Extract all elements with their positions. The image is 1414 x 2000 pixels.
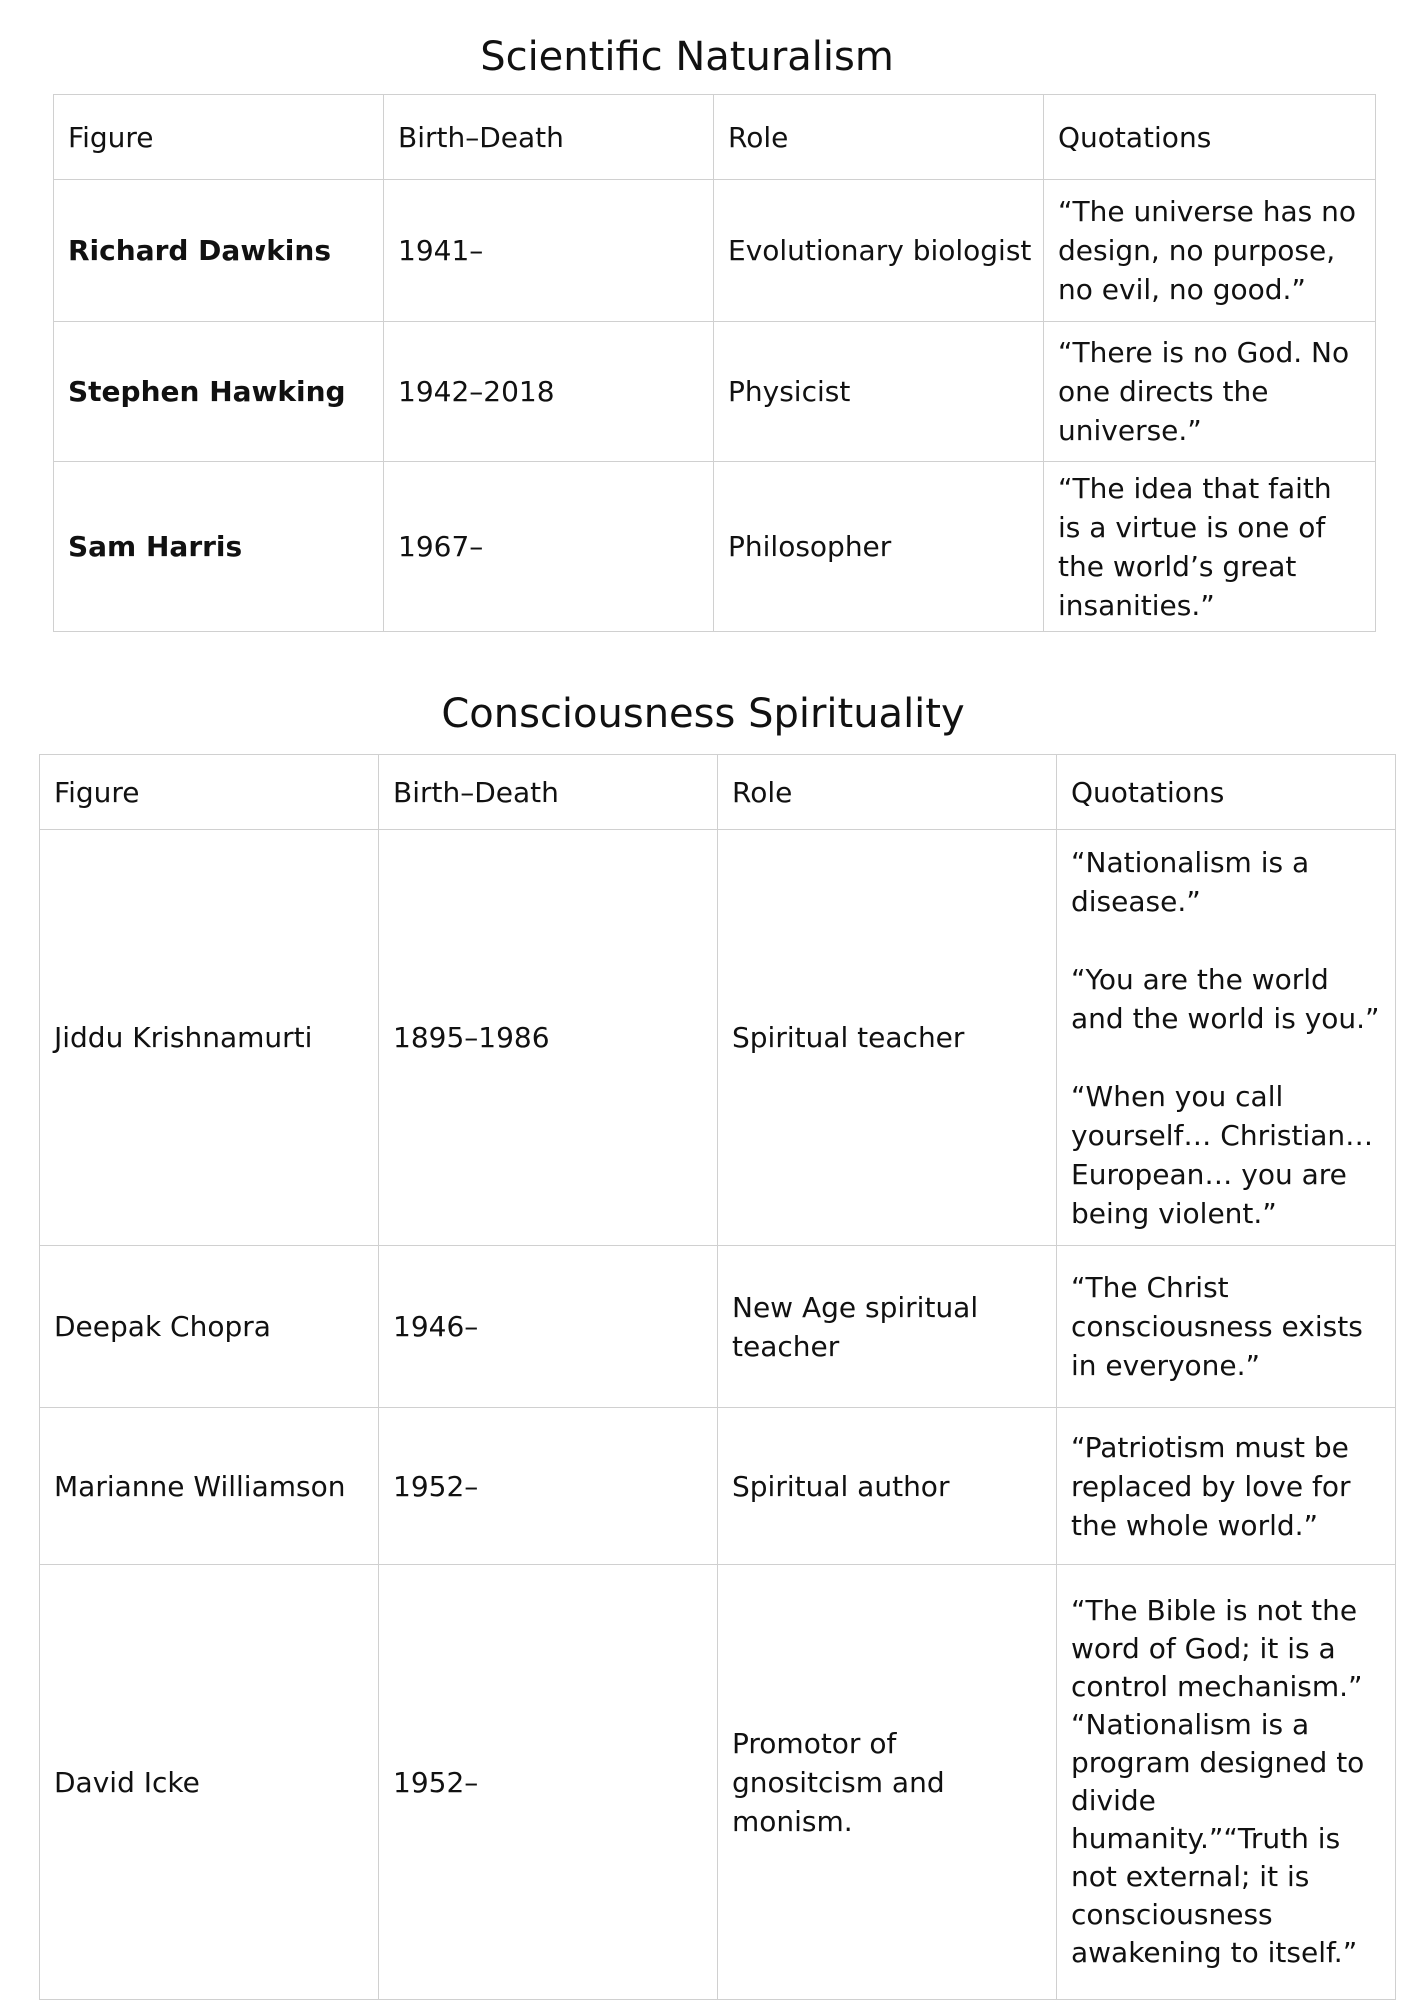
figure-name: David Icke <box>40 1565 379 2000</box>
figure-name: Deepak Chopra <box>40 1246 379 1408</box>
table-header-row <box>54 95 1376 180</box>
figure-name: Sam Harris <box>54 462 384 632</box>
birth-death: 1967– <box>384 462 714 632</box>
table-title-consciousness-spirituality: Consciousness Spirituality <box>441 691 965 737</box>
role: Philosopher <box>714 462 1044 632</box>
birth-death: 1952– <box>379 1565 718 2000</box>
table-row <box>54 180 1376 322</box>
table-row <box>40 1408 1396 1565</box>
quote: “When you call yourself… Christian… European… you are being violent.” <box>1071 1079 1374 1230</box>
quotations <box>1044 180 1376 322</box>
header-quotations: Quotations <box>1044 95 1376 180</box>
quotations <box>1057 1565 1396 2000</box>
figure-name: Marianne Williamson <box>40 1408 379 1565</box>
consciousness-spirituality-table <box>39 754 1396 2000</box>
table-row <box>54 462 1376 632</box>
quotations <box>1057 1408 1396 1565</box>
quote: “The Christ consciousness exists in everyone.” <box>1071 1271 1363 1382</box>
quote: “Patriotism must be replaced by love for the whole world.” <box>1071 1430 1351 1542</box>
quotations <box>1044 462 1376 632</box>
quote: “Nationalism is a disease.” <box>1071 845 1310 918</box>
table-row <box>40 830 1396 1246</box>
header-figure: Figure <box>54 95 384 180</box>
table-title-scientific-naturalism: Scientific Naturalism <box>480 34 894 80</box>
role: Spiritual author <box>718 1408 1057 1565</box>
role: Physicist <box>714 322 1044 462</box>
table-header-row <box>40 755 1396 830</box>
scientific-naturalism-table <box>53 94 1376 632</box>
header-role: Role <box>718 755 1057 830</box>
quote: “You are the world and the world is you.” <box>1071 962 1380 1035</box>
birth-death: 1941– <box>384 180 714 322</box>
header-figure: Figure <box>40 755 379 830</box>
birth-death: 1952– <box>379 1408 718 1565</box>
quotations <box>1044 322 1376 462</box>
header-birth-death: Birth–Death <box>384 95 714 180</box>
birth-death: 1946– <box>379 1246 718 1408</box>
header-role: Role <box>714 95 1044 180</box>
birth-death: 1895–1986 <box>379 830 718 1246</box>
quote: “Nationalism is a program designed to divide humanity.”“Truth is not external; it is consciousness awakening to itself.” <box>1071 1708 1365 1969</box>
role: Promotor of gnositcism and monism. <box>718 1565 1057 2000</box>
header-quotations: Quotations <box>1057 755 1396 830</box>
figure-name: Richard Dawkins <box>54 180 384 322</box>
table-row <box>40 1565 1396 2000</box>
figure-name: Jiddu Krishnamurti <box>40 830 379 1246</box>
role: New Age spiritual teacher <box>718 1246 1057 1408</box>
role: Spiritual teacher <box>718 830 1057 1246</box>
quote: “The universe has no design, no purpose, no evil, no good.” <box>1058 195 1357 306</box>
quote: “There is no God. No one directs the universe.” <box>1058 336 1350 447</box>
quote: “The Bible is not the word of God; it is a control mechanism.” <box>1071 1594 1363 1703</box>
figure-name: Stephen Hawking <box>54 322 384 462</box>
quotations <box>1057 1246 1396 1408</box>
table-row <box>40 1246 1396 1408</box>
table-row <box>54 322 1376 462</box>
quote: “The idea that faith is a virtue is one of the world’s great insanities.” <box>1058 471 1332 622</box>
quotations <box>1057 830 1396 1246</box>
birth-death: 1942–2018 <box>384 322 714 462</box>
header-birth-death: Birth–Death <box>379 755 718 830</box>
role: Evolutionary biologist <box>714 180 1044 322</box>
